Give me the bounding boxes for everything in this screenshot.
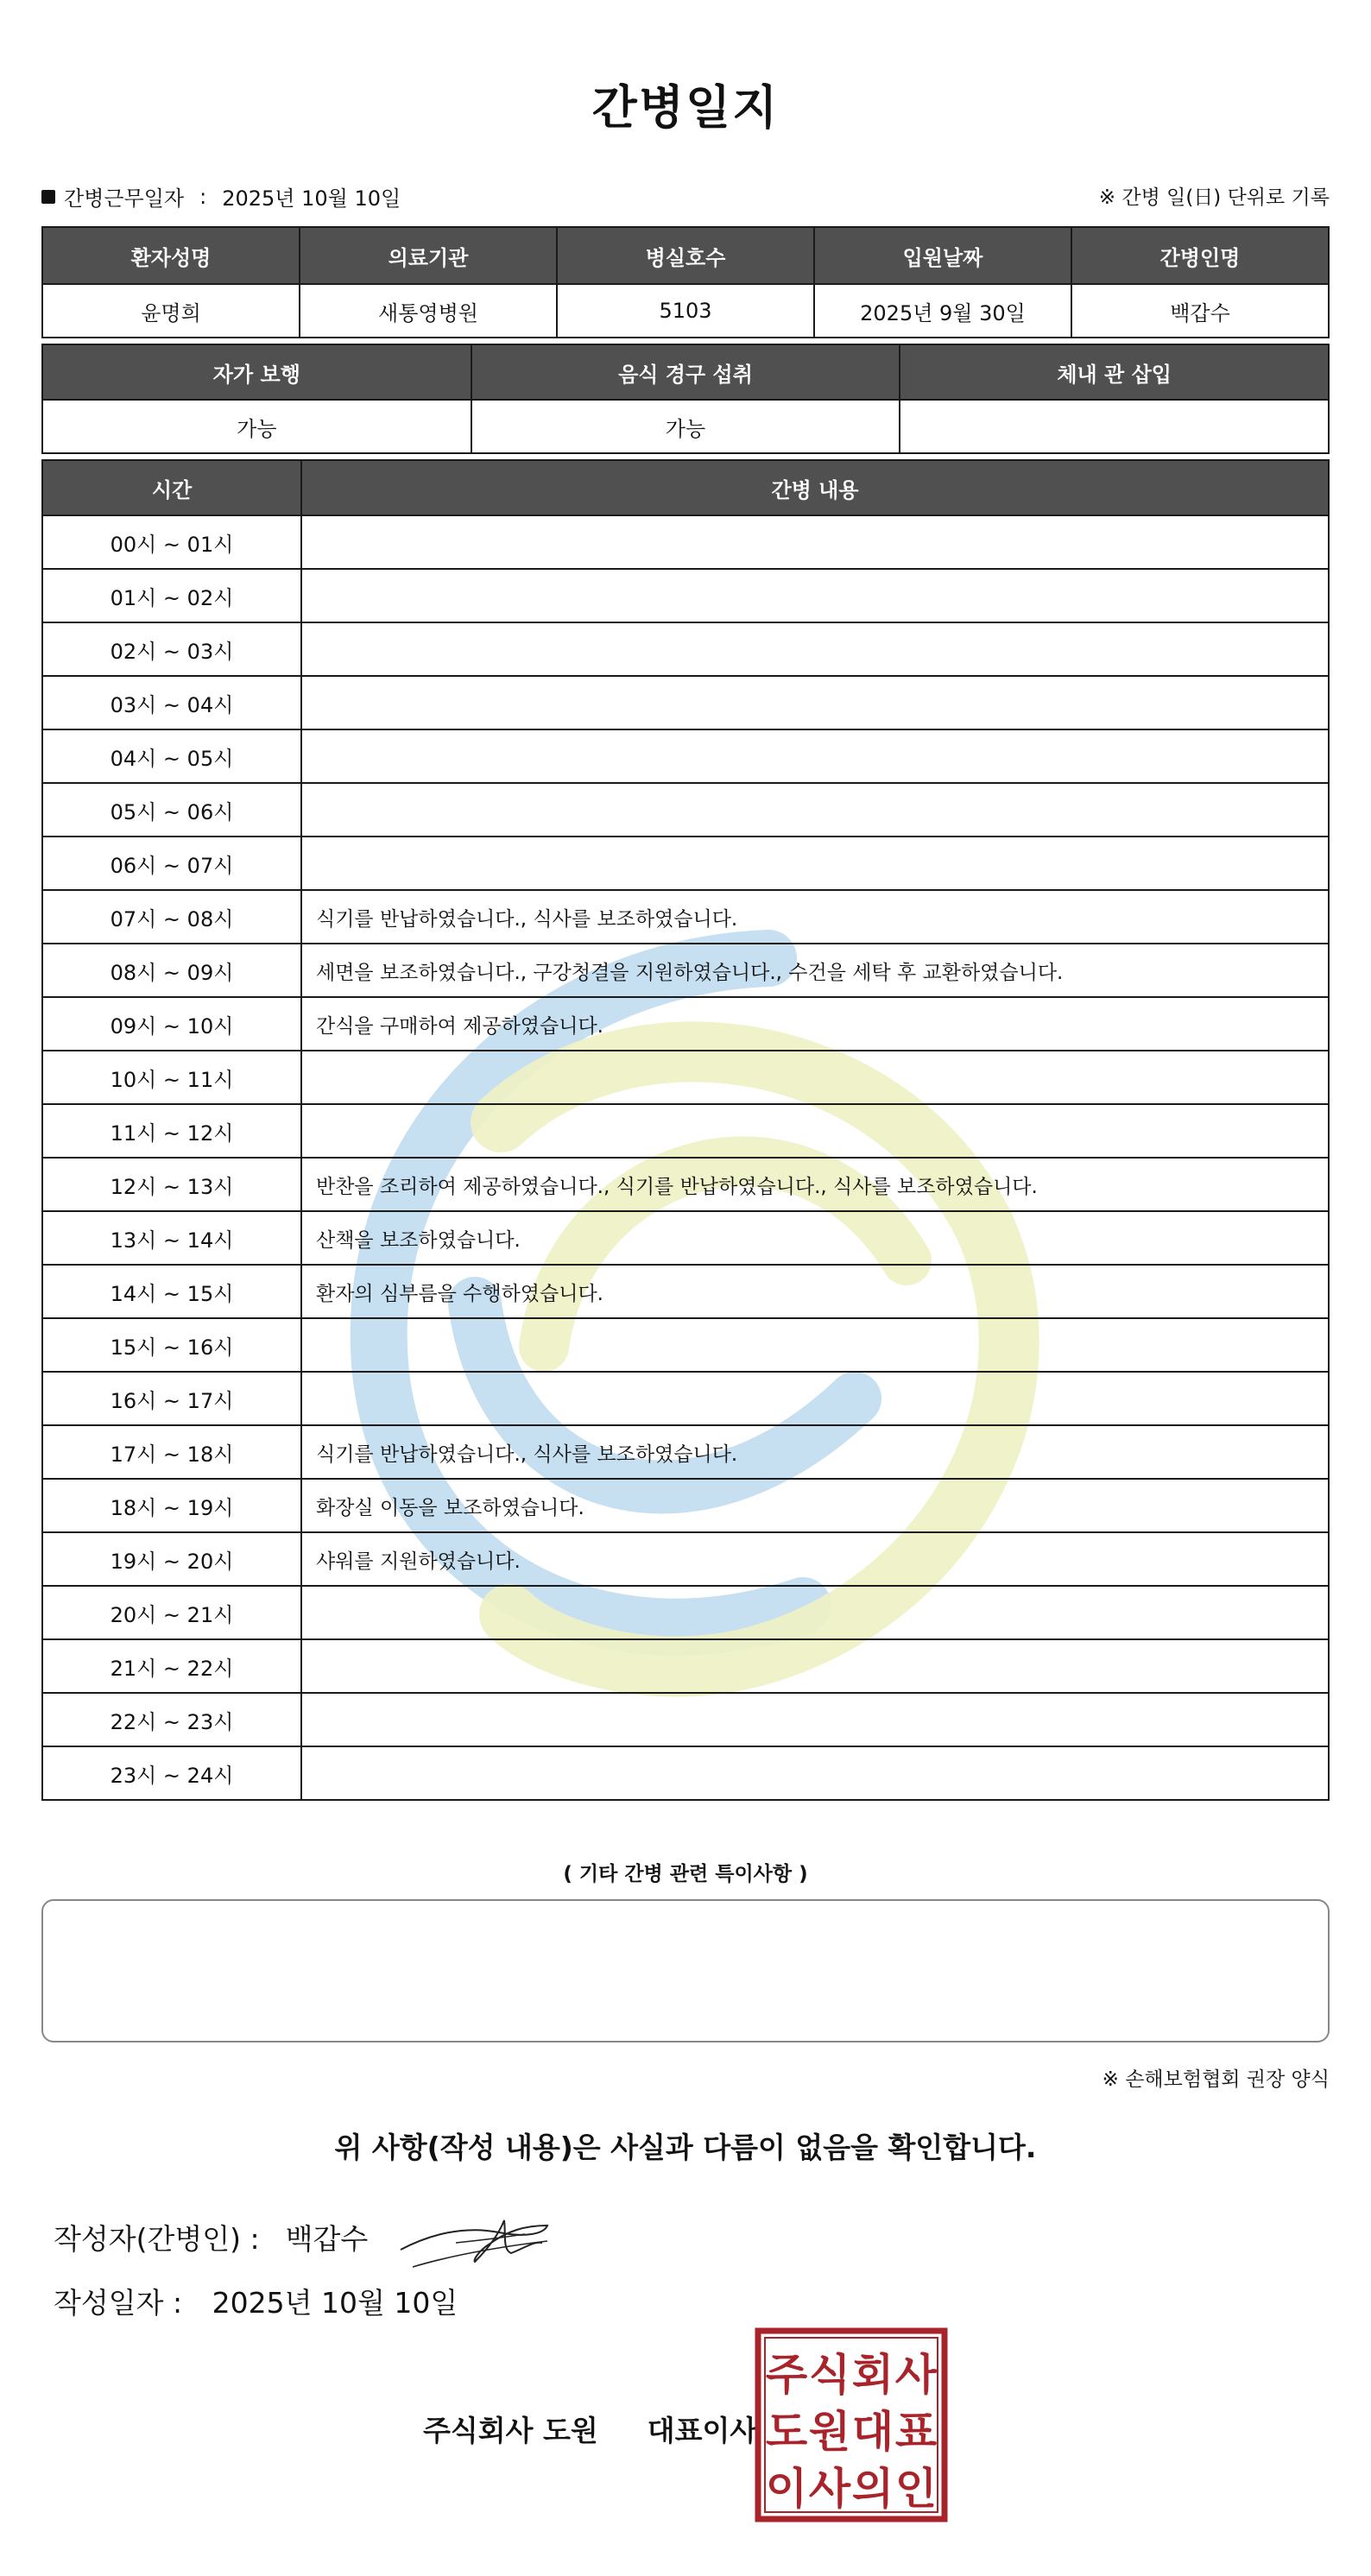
document-title: 간병일지: [591, 80, 780, 135]
work-date-line: [41, 181, 1330, 216]
content-cell: [301, 1586, 1329, 1639]
content-cell: [301, 1104, 1329, 1158]
table-row: [42, 1158, 1329, 1211]
table-row: [42, 1372, 1329, 1425]
content-cell: [301, 622, 1329, 676]
svg-text:주: 주: [765, 2350, 808, 2400]
patient-name: 윤명희: [42, 284, 300, 338]
content-cell: [301, 1639, 1329, 1693]
content-cell: [301, 1746, 1329, 1800]
time-cell: 13시 ~ 14시: [42, 1211, 301, 1265]
time-cell: 16시 ~ 17시: [42, 1372, 301, 1425]
svg-text:식: 식: [808, 2350, 851, 2400]
form-source-note: ※ 손해보험협회 권장 양식: [1102, 2068, 1330, 2091]
content-cell: [301, 1693, 1329, 1746]
time-cell: 11시 ~ 12시: [42, 1104, 301, 1158]
time-cell: 05시 ~ 06시: [42, 783, 301, 837]
content-cell: [301, 676, 1329, 729]
table-row: [42, 515, 1329, 569]
svg-text:원: 원: [808, 2407, 851, 2457]
table-row: [42, 1318, 1329, 1372]
time-cell: 17시 ~ 18시: [42, 1425, 301, 1479]
table-row: [42, 569, 1329, 622]
time-cell: 00시 ~ 01시: [42, 515, 301, 569]
svg-text:의: 의: [851, 2464, 894, 2514]
content-cell: 간식을 구매하여 제공하였습니다.: [301, 997, 1329, 1051]
time-cell: 08시 ~ 09시: [42, 944, 301, 997]
time-cell: 15시 ~ 16시: [42, 1318, 301, 1372]
table-row: [42, 1532, 1329, 1586]
content-cell: [301, 729, 1329, 783]
table-row: [42, 1104, 1329, 1158]
content-cell: 환자의 심부름을 수행하였습니다.: [301, 1265, 1329, 1318]
header-hospital: 의료기관: [300, 227, 557, 284]
svg-text:표: 표: [894, 2407, 938, 2457]
svg-text:도: 도: [765, 2407, 808, 2457]
time-cell: 14시 ~ 15시: [42, 1265, 301, 1318]
table-row: [42, 1693, 1329, 1746]
time-cell: 06시 ~ 07시: [42, 837, 301, 890]
content-cell: [301, 1318, 1329, 1372]
content-cell: 식기를 반납하였습니다., 식사를 보조하였습니다.: [301, 890, 1329, 944]
table-row: [42, 837, 1329, 890]
writer-name: 백갑수: [285, 2222, 369, 2256]
time-cell: 02시 ~ 03시: [42, 622, 301, 676]
header-self-walking: 자가 보행: [42, 344, 471, 400]
table-row: [42, 1586, 1329, 1639]
writer-line: [54, 2217, 368, 2257]
time-cell: 04시 ~ 05시: [42, 729, 301, 783]
svg-text:사: 사: [894, 2350, 938, 2400]
table-row: [42, 1211, 1329, 1265]
table-row: [42, 1639, 1329, 1693]
write-date-line: [54, 2281, 458, 2321]
svg-text:회: 회: [851, 2350, 894, 2400]
content-cell: 세면을 보조하였습니다., 구강청결을 지원하였습니다., 수건을 세탁 후 교환하였습니다.: [301, 944, 1329, 997]
svg-text:사: 사: [808, 2464, 851, 2514]
company-name: 주식회사 도원: [423, 2414, 598, 2447]
write-date-label: 작성일자 :: [54, 2286, 183, 2320]
self-walking-value: 가능: [42, 400, 471, 453]
table-row: [42, 944, 1329, 997]
time-cell: 10시 ~ 11시: [42, 1051, 301, 1104]
table-row: [42, 622, 1329, 676]
writer-label: 작성자(간병인) :: [54, 2222, 260, 2256]
header-caregiver-name: 간병인명: [1071, 227, 1329, 284]
svg-text:대: 대: [851, 2407, 894, 2457]
table-row: [42, 997, 1329, 1051]
time-cell: 07시 ~ 08시: [42, 890, 301, 944]
time-cell: 01시 ~ 02시: [42, 569, 301, 622]
time-cell: 03시 ~ 04시: [42, 676, 301, 729]
header-admission-date: 입원날짜: [814, 227, 1071, 284]
content-cell: 산책을 보조하였습니다.: [301, 1211, 1329, 1265]
content-cell: 화장실 이동을 보조하였습니다.: [301, 1479, 1329, 1532]
content-cell: [301, 515, 1329, 569]
time-cell: 19시 ~ 20시: [42, 1532, 301, 1586]
header-time: 시간: [42, 460, 301, 515]
header-care-content: 간병 내용: [301, 460, 1329, 515]
header-patient-name: 환자성명: [42, 227, 300, 284]
confirmation-statement: 위 사항(작성 내용)은 사실과 다름이 없음을 확인합니다.: [334, 2131, 1037, 2164]
tube-insertion-value: [900, 400, 1329, 453]
svg-text:인: 인: [894, 2464, 938, 2514]
time-cell: 21시 ~ 22시: [42, 1639, 301, 1693]
bullet-square-icon: [41, 190, 55, 204]
unit-note: ※ 간병 일(日) 단위로 기록: [1098, 186, 1330, 209]
company-signature-line: [423, 2409, 757, 2449]
content-cell: 반찬을 조리하여 제공하였습니다., 식기를 반납하였습니다., 식사를 보조하였습니다.: [301, 1158, 1329, 1211]
time-cell: 22시 ~ 23시: [42, 1693, 301, 1746]
table-row: [42, 676, 1329, 729]
content-cell: 식기를 반납하였습니다., 식사를 보조하였습니다.: [301, 1425, 1329, 1479]
table-row: [42, 890, 1329, 944]
patient-status-table: [41, 344, 1330, 454]
header-tube-insertion: 체내 관 삽입: [900, 344, 1329, 400]
content-cell: [301, 837, 1329, 890]
content-cell: [301, 1051, 1329, 1104]
content-cell: [301, 1372, 1329, 1425]
write-date-value: 2025년 10월 10일: [212, 2286, 458, 2320]
table-row: [42, 1051, 1329, 1104]
special-notes-box: [41, 1899, 1330, 2042]
time-cell: 23시 ~ 24시: [42, 1746, 301, 1800]
content-cell: [301, 783, 1329, 837]
work-date-label: 간병근무일자: [64, 186, 185, 211]
oral-intake-value: 가능: [471, 400, 900, 453]
time-cell: 20시 ~ 21시: [42, 1586, 301, 1639]
header-oral-intake: 음식 경구 섭취: [471, 344, 900, 400]
handwritten-signature: [395, 2200, 551, 2277]
content-cell: 샤워를 지원하였습니다.: [301, 1532, 1329, 1586]
work-date-value: 2025년 10월 10일: [222, 186, 401, 211]
table-row: [42, 729, 1329, 783]
table-row: [42, 1479, 1329, 1532]
table-row: [42, 1746, 1329, 1800]
work-date-separator: :: [199, 184, 207, 209]
room-number: 5103: [557, 284, 814, 338]
svg-text:이: 이: [765, 2464, 808, 2514]
special-notes-label: ( 기타 간병 관련 특이사항 ): [563, 1863, 808, 1885]
content-cell: [301, 569, 1329, 622]
caregiver-name: 백갑수: [1071, 284, 1329, 338]
header-room-number: 병실호수: [557, 227, 814, 284]
time-cell: 18시 ~ 19시: [42, 1479, 301, 1532]
time-cell: 12시 ~ 13시: [42, 1158, 301, 1211]
patient-info-table: [41, 226, 1330, 338]
company-seal-stamp: [755, 2327, 948, 2522]
table-row: [42, 1265, 1329, 1318]
company-role: 대표이사: [647, 2414, 758, 2447]
admission-date: 2025년 9월 30일: [814, 284, 1071, 338]
time-cell: 09시 ~ 10시: [42, 997, 301, 1051]
table-row: [42, 1425, 1329, 1479]
hospital-name: 새통영병원: [300, 284, 557, 338]
table-row: [42, 783, 1329, 837]
care-log-table: [41, 459, 1330, 1801]
